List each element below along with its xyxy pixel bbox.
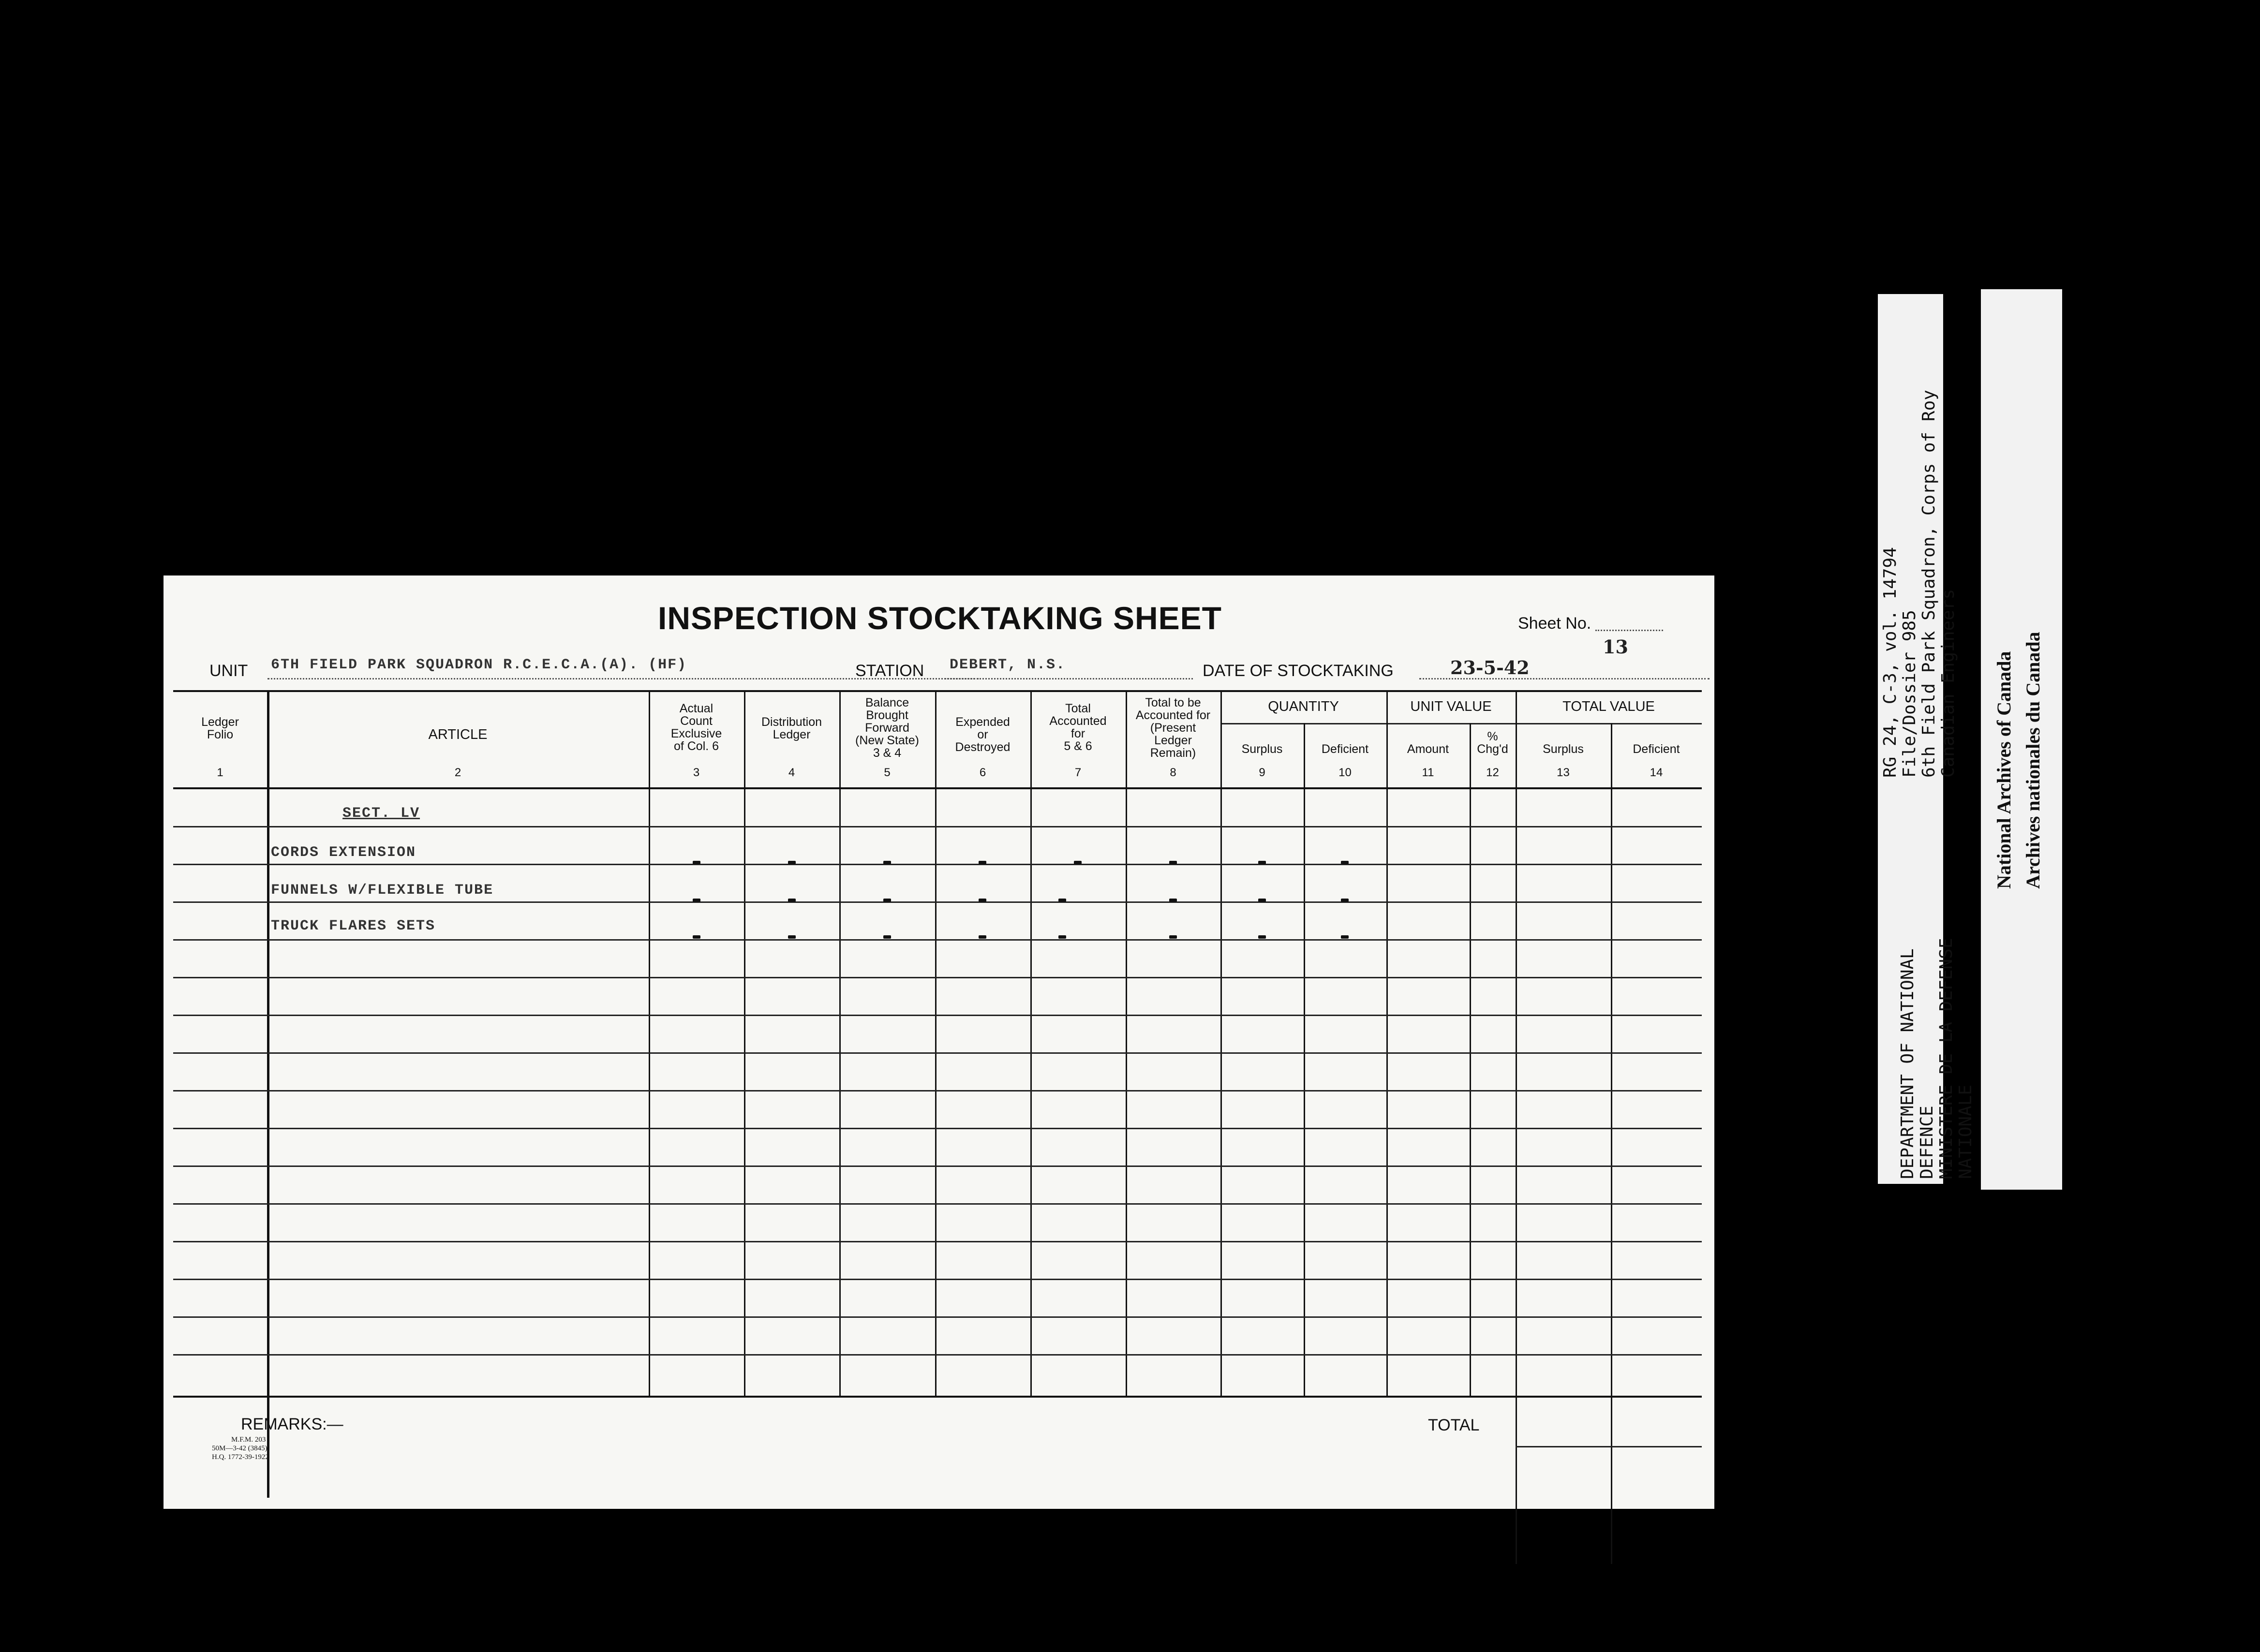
column-number: 9 [1259, 766, 1265, 779]
sheet-no-value: 13 [1603, 636, 1628, 658]
form-code: 50M—3-42 (3845) [212, 1445, 268, 1452]
header-balance-brought-forward: Balance Brought Forward (New State) 3 & 4 [855, 696, 919, 760]
col-divider [1304, 723, 1305, 1396]
form-title: INSPECTION STOCKTAKING SHEET [658, 600, 1222, 636]
column-number: 2 [454, 766, 461, 779]
row-rule [173, 1241, 1702, 1242]
row-rule [173, 1015, 1702, 1016]
reference-block [1881, 390, 1958, 778]
header-total-accounted: Total Accounted for 5 & 6 [1049, 702, 1107, 753]
unit-label: UNIT [209, 662, 248, 680]
archive-reference-strip [1878, 294, 1976, 1184]
table-top-rule [173, 690, 1702, 692]
article-cell: TRUCK FLARES SETS [271, 918, 436, 934]
date-label: DATE OF STOCKTAKING [1203, 662, 1394, 680]
column-number: 13 [1557, 766, 1570, 779]
date-value: 23-5-42 [1450, 657, 1530, 678]
form-code: M.F.M. 203 [231, 1436, 266, 1444]
row-rule [173, 977, 1702, 978]
entry-mark [1341, 899, 1349, 902]
entry-mark [1341, 935, 1349, 939]
header-amount: Amount [1407, 742, 1449, 756]
form-code-block [212, 1435, 269, 1461]
column-number: 8 [1170, 766, 1176, 779]
station-value: DEBERT, N.S. [950, 657, 1066, 673]
reference-line: 6th Field Park Squadron, Corps of Roy [1919, 390, 1939, 778]
column-number: 3 [693, 766, 700, 779]
entry-mark [693, 935, 700, 939]
reference-line: Canadian Engineers [1938, 589, 1958, 778]
header-qty-surplus: Surplus [1241, 742, 1283, 756]
archives-line: Archives nationales du Canada [2022, 632, 2044, 889]
department-line: MINISTERE DE LA DEFENSE [1936, 938, 1956, 1179]
col-divider [649, 690, 650, 1396]
col-divider [1470, 723, 1471, 1396]
header-article: ARTICLE [428, 727, 488, 742]
header-total-value: TOTAL VALUE [1562, 699, 1655, 714]
unit-value: 6TH FIELD PARK SQUADRON R.C.E.C.A.(A). (HF) [271, 657, 687, 673]
reference-line: File/Dossier 985 [1900, 610, 1919, 778]
entry-mark [1169, 899, 1177, 902]
row-rule [173, 864, 1702, 865]
entry-mark [1341, 861, 1349, 864]
entry-mark [788, 899, 796, 902]
entry-mark [1058, 899, 1066, 902]
header-expended-destroyed: Expended or Destroyed [955, 715, 1011, 754]
header-distribution-ledger: Distribution Ledger [761, 715, 822, 741]
entry-mark [1169, 861, 1177, 864]
row-rule [173, 1354, 1702, 1356]
header-unit-value: UNIT VALUE [1410, 699, 1492, 714]
total-label: TOTAL [1428, 1416, 1480, 1434]
entry-mark [788, 861, 796, 864]
row-rule [173, 1165, 1702, 1167]
row-rule [173, 901, 1702, 903]
entry-mark [1058, 935, 1066, 939]
col-divider [1386, 690, 1388, 1396]
entry-mark [693, 899, 700, 902]
archives-block [1990, 632, 2048, 889]
article-cell: CORDS EXTENSION [271, 844, 416, 861]
col-divider [1516, 690, 1517, 1564]
archives-canada-strip [1981, 289, 2062, 1190]
header-pct-charged: % Chg'd [1477, 730, 1508, 756]
header-ledger-folio: Ledger Folio [201, 715, 239, 741]
department-line: DEFENCE [1917, 1106, 1937, 1179]
column-number: 1 [217, 766, 223, 779]
column-number: 6 [979, 766, 986, 779]
header-actual-count: Actual Count Exclusive of Col. 6 [670, 702, 722, 753]
entry-mark [693, 861, 700, 864]
col-divider [1220, 690, 1222, 1396]
sheet-no-line [1595, 630, 1663, 631]
entry-mark [1258, 899, 1266, 902]
col-divider [935, 690, 937, 1396]
entry-mark [1258, 935, 1266, 939]
row-rule [173, 1279, 1702, 1280]
entry-mark [1074, 861, 1082, 864]
row-rule [173, 1203, 1702, 1205]
form-code: H.Q. 1772-39-1922 [212, 1453, 269, 1461]
entry-mark [979, 861, 986, 864]
remarks-label: REMARKS:— [241, 1415, 343, 1433]
station-label: STATION [855, 662, 924, 680]
stocktaking-form [164, 575, 1714, 1509]
col-divider [267, 690, 269, 1498]
header-total-surplus: Surplus [1543, 742, 1584, 756]
section-heading: SECT. LV [342, 805, 420, 822]
table-bottom-rule [173, 1396, 1702, 1398]
col-divider [1030, 690, 1032, 1396]
entry-mark [979, 935, 986, 939]
header-bottom-rule [173, 787, 1702, 789]
col-divider [744, 690, 745, 1396]
row-rule [173, 1316, 1702, 1318]
column-number: 5 [884, 766, 891, 779]
col-divider [1611, 723, 1612, 1564]
group-header-rule [1220, 723, 1702, 724]
department-line: NATIONALE [1956, 1084, 1976, 1179]
article-cell: FUNNELS W/FLEXIBLE TUBE [271, 882, 494, 899]
column-number: 12 [1486, 766, 1499, 779]
entry-mark [979, 899, 986, 902]
column-number: 7 [1074, 766, 1082, 779]
row-rule [173, 1090, 1702, 1092]
entry-mark [883, 861, 891, 864]
row-rule [173, 939, 1702, 941]
column-number: 10 [1338, 766, 1352, 779]
department-block [1898, 938, 1976, 1180]
entry-mark [1169, 935, 1177, 939]
header-qty-deficient: Deficient [1321, 742, 1369, 756]
row-rule [173, 826, 1702, 827]
total-row-rule [1516, 1446, 1702, 1447]
row-rule [173, 1128, 1702, 1129]
archives-line: National Archives of Canada [1993, 651, 2015, 889]
entry-mark [1258, 861, 1266, 864]
header-total-deficient: Deficient [1633, 742, 1680, 756]
entry-mark [883, 899, 891, 902]
station-line [941, 678, 1193, 679]
row-rule [173, 1052, 1702, 1054]
header-total-to-be-accounted: Total to be Accounted for (Present Ledger Remain) [1135, 696, 1211, 760]
header-quantity: QUANTITY [1268, 699, 1339, 714]
entry-mark [883, 935, 891, 939]
col-divider [1126, 690, 1127, 1396]
department-line: DEPARTMENT OF NATIONAL [1898, 948, 1918, 1179]
reference-line: RG 24, C-3, vol. 14794 [1880, 547, 1900, 778]
sheet-no-label: Sheet No. [1518, 614, 1591, 633]
column-number: 4 [788, 766, 795, 779]
entry-mark [788, 935, 796, 939]
column-number: 11 [1422, 766, 1434, 779]
col-divider [839, 690, 841, 1396]
column-number: 14 [1650, 766, 1663, 779]
